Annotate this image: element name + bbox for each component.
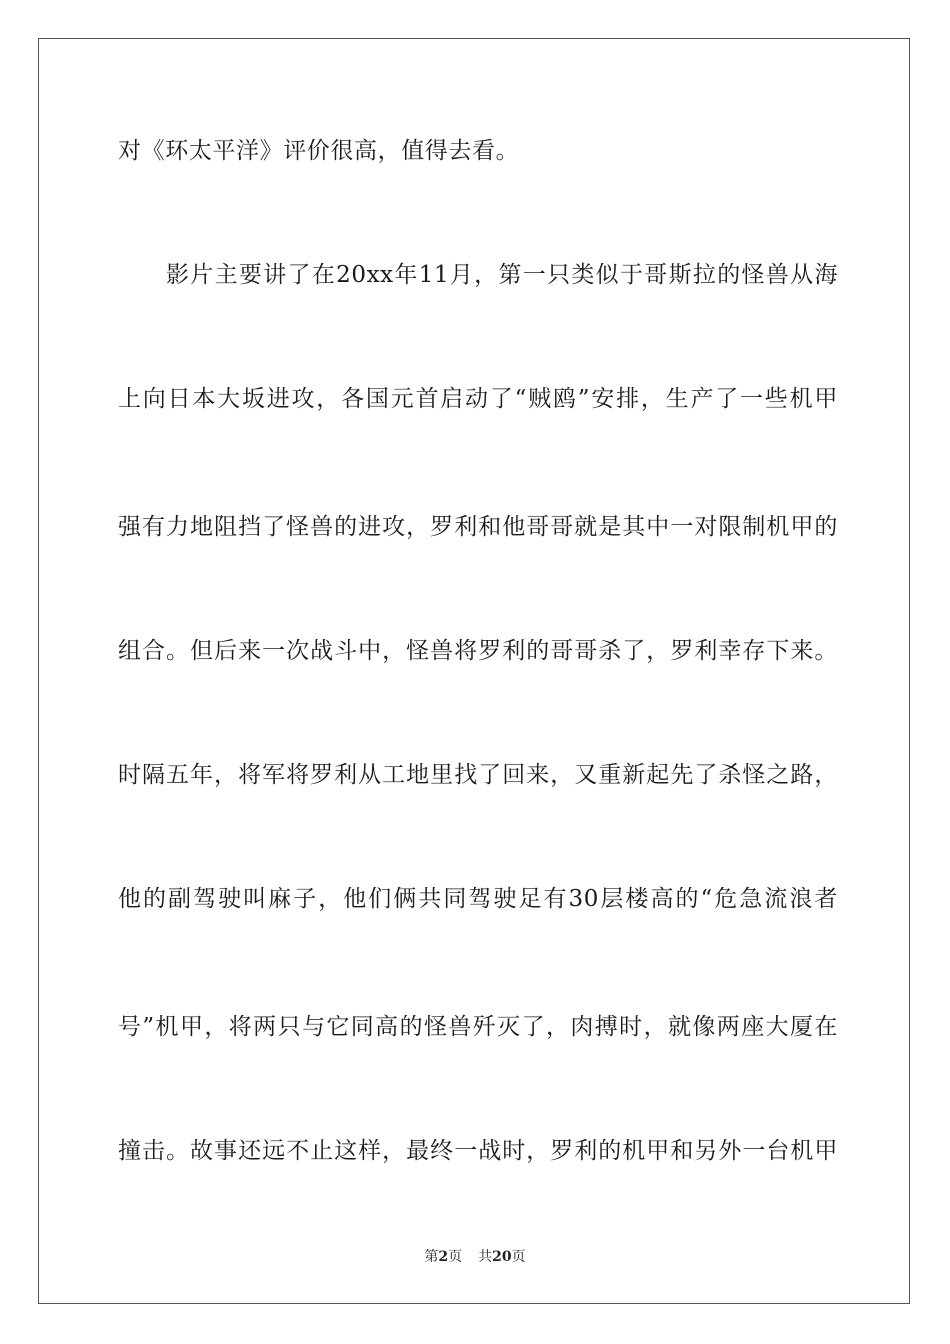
page-total: 20 [492,1249,512,1265]
page-prefix: 第 [424,1249,439,1265]
body-text-line: 对《环太平洋》评价很高，值得去看。 [118,138,520,164]
body-text-line: 影片主要讲了在20xx年11月，第一只类似于哥斯拉的怪兽从海 [166,262,838,288]
body-text-line: 组合。但后来一次战斗中，怪兽将罗利的哥哥杀了，罗利幸存下来。 [118,638,838,664]
page-unit: 页 [448,1249,463,1265]
page-border [38,38,910,1304]
page-footer [0,1246,950,1266]
body-text-line: 他的副驾驶叫麻子，他们俩共同驾驶足有30层楼高的“危急流浪者 [118,886,838,912]
body-text-line: 撞击。故事还远不止这样，最终一战时，罗利的机甲和另外一台机甲 [118,1138,838,1164]
page-number: 2 [438,1249,449,1265]
total-prefix: 共 [478,1249,493,1265]
body-text-line: 时隔五年，将军将罗利从工地里找了回来，又重新起先了杀怪之路， [118,762,838,788]
body-text-line: 号”机甲，将两只与它同高的怪兽歼灭了，肉搏时，就像两座大厦在 [118,1014,838,1040]
body-text-line: 上向日本大坂进攻，各国元首启动了“贼鸥”安排，生产了一些机甲 [118,386,838,412]
total-unit: 页 [511,1249,526,1265]
body-text-line: 强有力地阻挡了怪兽的进攻，罗利和他哥哥就是其中一对限制机甲的 [118,514,838,540]
